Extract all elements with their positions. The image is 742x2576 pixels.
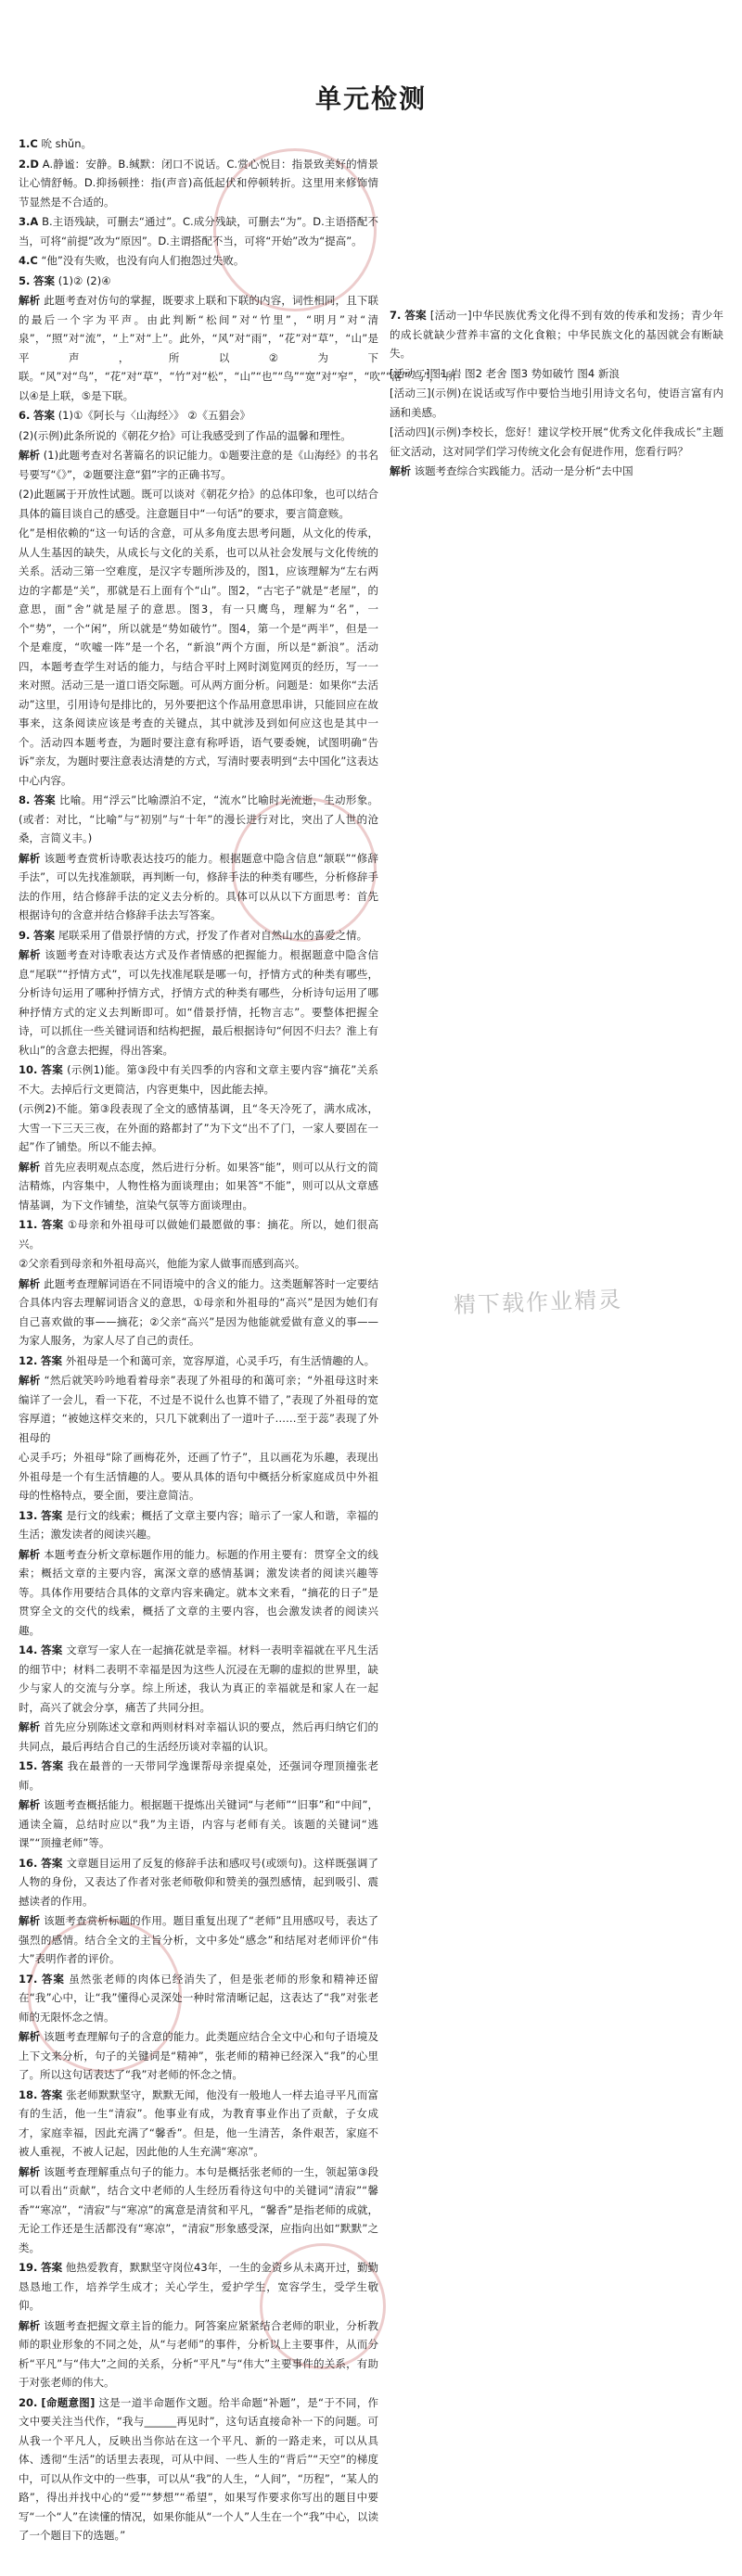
answer-paragraph (19, 524, 378, 790)
answer-paragraph (19, 272, 378, 291)
answer-paragraph (19, 849, 378, 925)
answer-text: 该题考查综合实践能力。活动一是分析“去中国 (414, 464, 633, 477)
answer-tag: 答案 (404, 309, 427, 322)
answer-paragraph (19, 406, 378, 425)
answer-text: (2)此题属于开放性试题。既可以谈对《朝花夕拾》的总体印象，也可以结合具体的篇目谈自己的感受。注意题目中“一句话”的要求，要言简意赅。 (19, 488, 378, 520)
answer-text: 比喻。用“浮云”比喻漂泊不定，“流水”比喻时光流逝，生动形象。(或者：对比，“比喻”与“初别”与“十年”的漫长进行对比，突出了人世的沧桑，言简义丰。) (19, 793, 379, 844)
answer-tag: 解析 (19, 2318, 41, 2332)
answer-tag: 解析 (19, 2164, 41, 2178)
answer-paragraph (19, 134, 378, 154)
question-number: 8. (19, 793, 31, 806)
question-number: 18. (19, 2087, 38, 2101)
answer-tag: 解析 (390, 464, 411, 477)
answer-tag: 解析 (19, 1720, 41, 1733)
left-answer-column (19, 134, 456, 2546)
answer-paragraph (19, 251, 378, 271)
answer-paragraph (19, 1371, 378, 1447)
answer-paragraph (19, 1158, 378, 1215)
answer-text: (2)(示例)此条所说的《朝花夕拾》可让我感受到了作品的温馨和理性。 (19, 428, 352, 442)
answer-paragraph (19, 1970, 378, 2027)
answer-paragraph (19, 945, 378, 1060)
answer-paragraph (19, 155, 378, 212)
answer-tag: 答案 (41, 1972, 65, 1986)
answer-text: 心灵手巧；外祖母“除了画梅花外，还画了竹子”，且以画花为乐趣，表现出外祖母是一个有生活情趣的人。要从具体的语句中概括分析家庭成员中外祖母的性格特点，要全面，要注意简洁。 (19, 1451, 378, 1502)
answer-tag: 解析 (19, 294, 41, 307)
answer-paragraph (19, 1641, 378, 1717)
answer-paragraph (19, 2316, 378, 2392)
answer-text: B.主语残缺，可删去“通过”。C.成分残缺，可删去“为”。D.主语搭配不当，可将“前提”改为“原因”。D.主谓搭配不当，可将“开始”改为“提高”。 (19, 215, 378, 247)
question-number: 5. (19, 273, 31, 287)
answer-paragraph (390, 462, 723, 481)
answer-text: 文章写一家人在一起摘花就是幸福。材料一表明幸福就在平凡生活的细节中；材料二表明不幸福是因为这些人沉浸在无聊的虚拟的世界里，缺少与家人的交流与分享。综上所述，我认为真正的幸福就是和家人在一起时，高兴了就会分享，痛苦了共同分担。 (19, 1643, 379, 1714)
answer-text: (示例2)不能。第③段表现了全文的感情基调，且“冬天冷死了，满水成冰，大雪一下三天三夜，在外面的路都封了”为下文“出不了门，一家人要固在一起”作了铺垫。所以不能去掉。 (19, 1102, 378, 1153)
question-number: 4.C (19, 254, 38, 267)
answer-text: 该题考查把握文章主旨的能力。阿答案应紧紧结合老师的职业，分析教师的职业形象的不同之处，从“与老师”的事件，分析以上主要事件，从而分析“平凡”与“伟大”之间的关系，分析“平凡”与“伟大”主要事件的关系，有助于对张老师的伟大。 (19, 2318, 379, 2389)
answer-text: ②父亲看到母亲和外祖母高兴，他能为家人做事而感到高兴。 (19, 1257, 306, 1270)
answer-text: 该题考查赏析标题的作用。题目重复出现了“老师”且用感叹号，表达了强烈的感情。结合全文的主旨分析，文中多处“感念”和结尾对老师评价“伟大”表明作者的评价。 (19, 1914, 379, 1965)
answer-text: [活动四](示例)李校长，您好！建议学校开展“优秀文化伴我成长”主题征文活动，这对同学们学习传统文化会有促进作用，您看行吗？ (390, 425, 723, 458)
answer-paragraph (19, 1254, 378, 1274)
answer-tag: 答案 (41, 1856, 63, 1870)
answer-text: 张老师默默坚守，默默无闻，他没有一般地人一样去追寻平凡而富有的生活，他一生“清寂”。他事业有成，为教育事业作出了贡献，子女成才，家庭幸福，因此充满了“馨香”。但是，他一生清苦，条件艰苦，家庭不被人重视，不被人记起，因此他的人生充满“寒凉”。 (19, 2087, 379, 2158)
answer-tag: 解析 (19, 1547, 41, 1561)
question-number: 20. (19, 2395, 38, 2409)
answer-text: “然后就笑吟吟地看着母亲”表现了外祖母的和蔼可亲；“外祖母这时来编详了一会儿，看一下花，不过是不说什么也算不错了，”表现了外祖母的宽容厚道；“被她这样交来的，只几下就剩出了一道叶子……至于蕊”表现了外祖母的 (19, 1374, 379, 1444)
question-number: 7. (390, 309, 402, 322)
answer-paragraph (19, 426, 378, 446)
answer-text: 该题考查理解句子的含意的能力。此类题应结合全文中心和句子语境及上下文来分析，句子的关键词是“精神”，张老师的精神已经深入“我”的心里了。所以这句话表达了“我”对老师的怀念之情。 (19, 2030, 379, 2081)
answer-tag: 答案 (41, 1643, 63, 1656)
answer-tag: 解析 (19, 449, 41, 462)
answer-tag: [命题意图] (41, 2395, 96, 2409)
answer-paragraph (19, 1757, 378, 1795)
answer-tag: 答案 (33, 409, 56, 422)
answer-text: “他”没有失败，也没有向人们抱怨过失败。 (41, 254, 245, 267)
answer-paragraph (390, 423, 723, 461)
answer-paragraph (19, 2393, 378, 2545)
answer-paragraph (19, 926, 378, 945)
question-number: 16. (19, 1856, 38, 1870)
question-number: 17. (19, 1972, 38, 1986)
answer-tag: 答案 (41, 2261, 63, 2274)
answer-text: 该题考查对诗歌表达方式及作者情感的把握能力。根据题意中隐含信息“尾联”“抒情方式”，可以先找准尾联是哪一句，抒情方式的种类有哪些，分析诗句运用了哪种抒情方式，抒情方式的种类有哪些，分析诗句运用了哪种抒情方式的定义去判断即可。如“借景抒情，托物言志”。要整体把握全诗，可以抓住一些关键词语和结构把握，最后根据诗句“何因不归去？淮上有秋山”的含意去把握，得出答案。 (19, 948, 379, 1057)
answer-paragraph (19, 446, 378, 484)
answer-text: 首先应分别陈述文章和两则材料对幸福认识的要点，然后再归纳它们的共同点，最后再结合自己的生活经历谈对幸福的认识。 (19, 1720, 379, 1753)
answer-tag: 答案 (41, 2087, 63, 2101)
question-number: 1.C (19, 137, 38, 150)
answer-paragraph (19, 1796, 378, 1853)
question-number: 15. (19, 1759, 38, 1772)
answer-text: 该题考查概括能力。根据题干提炼出关键词“与老师”“旧事”和“中间”，通读全篇，总结时应以“我”为主语，内容与老师有关。该题的关键词“逃课”“顶撞老师”等。 (19, 1798, 379, 1849)
answer-paragraph (19, 1854, 378, 1911)
answer-text: 此题考查对仿句的掌握，既要求上联和下联的内容，词性相同，且下联的最后一个字为平声。由此判断“松间”对“竹里”，“明月”对“清泉”，“照”对“流”，“上”对“上”。此外，“风”对“雨”，“花”对“草”，“山”是平声，所以②为下联。“风”对“鸟”，“花”对“草”，“竹”对“松”，“山”“也”“鸟”“宽”对“窄”，“吹”“落”“鸟”，“所以④是上联，⑤是下联。 (19, 294, 456, 402)
answer-paragraph (19, 2258, 378, 2316)
answer-tag: 答案 (41, 1759, 64, 1772)
answer-text: (示例1)能。第③段中有关四季的内容和文章主要内容“摘花”关系不大。去掉后行文更简洁，内容更集中，因此能去掉。 (19, 1063, 379, 1096)
answer-text: 该题考查理解重点句子的能力。本句是概括张老师的一生，领起第③段可以看出“贡献”，结合文中老师的人生经历看待这句中的关键词“清寂”“馨香”“寒凉”，“清寂”与“寒凉”的寓意是清贫和平凡，“馨香”是指老师的成就，无论工作还是生活都没有“寒凉”，“清寂”形象感受深，应指向出如“默默”之类。 (19, 2164, 379, 2254)
answer-text: 首先应表明观点态度，然后进行分析。如果答“能”，则可以从行文的简洁精炼，内容集中，人物性格为面谈理由；如果答“不能”，则可以从文章感情基调，为下文作铺垫，渲染气氛等方面谈理由。 (19, 1160, 379, 1212)
watermark-text: 精下载作业精灵 (453, 1286, 623, 1319)
answer-paragraph (19, 1718, 378, 1756)
question-number: 2.D (19, 157, 39, 171)
answer-text: ①母亲和外祖母可以做她们最愿做的事：摘花。所以，她们很高兴。 (19, 1218, 379, 1250)
answer-tag: 解析 (19, 1914, 41, 1927)
answer-tag: 解析 (19, 851, 41, 865)
answer-text: (1)② (2)④ (58, 273, 111, 287)
answer-tag: 解析 (19, 1374, 41, 1387)
question-number: 9. (19, 928, 31, 942)
question-number: 19. (19, 2261, 38, 2274)
answer-text: [活动一]中华民族优秀文化得不到有效的传承和发扬；青少年的成长就缺少营养丰富的文化食粮；中华民族文化的基因就会有断缺失。 (390, 309, 724, 360)
right-answer-column (390, 306, 723, 482)
answer-text: (1)①《阿长与〈山海经〉》 ②《五猖会》 (58, 409, 251, 422)
answer-paragraph (19, 2163, 378, 2258)
answer-paragraph (19, 1215, 378, 1253)
page-title: 单元检测 (314, 83, 427, 114)
answer-paragraph (19, 1275, 378, 1351)
answer-text: 我在最普的一天带同学逸课帮母亲提桌处，还强词夺理顶撞张老师。 (19, 1759, 379, 1792)
question-number: 10. (19, 1063, 38, 1076)
answer-tag: 答案 (41, 1063, 64, 1076)
answer-paragraph (19, 791, 378, 848)
answer-paragraph (390, 384, 723, 422)
answer-text: 此题考查理解词语在不同语境中的含义的能力。这类题解答时一定要结合具体内容去理解词语含义的意思，①母亲和外祖母的“高兴”是因为她们有自己喜欢做的事——摘花；②父亲“高兴”是因为他能就爱做有意义的事——为家人服务，为家人尽了自己的责任。 (19, 1276, 379, 1347)
answer-paragraph (19, 1545, 378, 1641)
answer-text: 他热爱教育，默默坚守岗位43年，一生的金资乡从未离开过，勤勤恳恳地工作，培养学生成才；关心学生，爱护学生，宽容学生，受学生敬仰。 (19, 2261, 379, 2312)
answer-paragraph (19, 212, 378, 250)
answer-tag: 答案 (41, 1508, 63, 1522)
answer-tag: 解析 (19, 1276, 41, 1290)
answer-text: A.静谧：安静。B.缄默：闭口不说话。C.赏心悦目：指景致美好的情景让心情舒畅。D.抑扬顿挫：指(声音)高低起伏和停顿转折。这里用来修饰情节显然是不合适的。 (19, 157, 378, 209)
answer-text: (1)此题考查对名著篇名的识记能力。①题要注意的是《山海经》的书名号要写“《》”，②题要注意“猖”字的正确书写。 (19, 449, 378, 481)
answer-tag: 答案 (33, 793, 57, 806)
answer-tag: 解析 (19, 1798, 41, 1811)
answer-text: [活动三](示例)在说话或写作中要恰当地引用诗文名句，使语言富有内涵和美感。 (390, 387, 723, 419)
answer-paragraph (390, 306, 723, 363)
answer-tag: 解析 (19, 2030, 41, 2043)
answer-text: 吮 shǔn。 (41, 137, 92, 150)
answer-text: 文章题目运用了反复的修辞手法和感叹号(或颂句)。这样既强调了人物的身份，又表达了作者对张老师敬仰和赞美的强烈感情，起到吸引、震撼读者的作用。 (19, 1856, 379, 1908)
question-number: 11. (19, 1218, 38, 1231)
answer-tag: 答案 (41, 1218, 64, 1231)
answer-paragraph (19, 2027, 378, 2085)
answer-paragraph (19, 1506, 378, 1544)
answer-paragraph (19, 1351, 378, 1371)
answer-paragraph (19, 1448, 378, 1505)
answer-text: 尾联采用了借景抒情的方式，抒发了作者对自然山水的喜爱之情。 (58, 928, 368, 942)
answer-tag: 答案 (33, 273, 56, 287)
answer-text: 化”是相依赖的“这一句话的含意，可从多角度去思考问题，从文化的传承，从人生基因的缺失，从成长与文化的关系，也可以从社会发展与文化传统的关系。活动三第一空难度，是汉字专题所涉及的，图1，应该理解为“左右两边的字都是“关”，那就是石上面有个“山”。图2，“古宅子”就是“老屋”，的意思，面”舍”就是屋子的意思。图3，有一只鹰鸟，理解为“名”，一个“势”，一个“闲”，所以就是“势如破竹”。图4，第一个是“两半”，但是一个是难度，“吹嘘一阵”是一个名，“新浪”两个方面，所以是“新浪”。活动四，本题考查学生对话的能力，与结合平时上网时浏览网页的经历，写一一来对照。活动三是一道口语交际题。可从两方面分析。问题是：如果你“去活动”这里，引用诗句是排比的，另外要把这个作品用意思串讲，只能回应在故事来，这条阅读应该是考查的关键点，其中就涉及到如何应这也是其中一个。活动四本题考查，为题时要注意有称呼语，语气要委婉，试图明确“告诉”亲友，为题时要注意表达清楚的方式，写清时要表明到“去中国化”这表达中心内容。 (19, 527, 378, 787)
question-number: 3.A (19, 215, 39, 228)
question-number: 13. (19, 1508, 38, 1522)
answer-text: 这是一道半命题作文题。给半命题“补题”，是“于不同，作文中要关注当代作，“我与______再见时”，这句话直接命补一下的问题。可从我一个平凡人，反映出当你站在这一个平凡、新的一路走来，可以从具体、透彻“生活”的话里去表现，可从中间、一些人生的“背后”“天空”的梯度中，可以从作文中的一些事，可以从“我”的人生，“人间”，“历程”，“某人的路”，得出并找中心的“爱”“梦想”“希望”，如果写作要求你写出的题目中要写“一个“人”在读懂的情况，如果你能从“一个人”人生在一个“我”中心，以读了一个题目下的选题。” (19, 2395, 379, 2542)
question-number: 14. (19, 1643, 38, 1656)
answer-text: [活动二]图1 岩 图2 老舍 图3 势如破竹 图4 新浪 (390, 366, 620, 380)
answer-paragraph (19, 1060, 378, 1098)
answer-text: 外祖母是一个和蔼可亲，宽容厚道，心灵手巧，有生活情趣的人。 (65, 1353, 376, 1367)
answer-paragraph (19, 1099, 378, 1157)
answer-tag: 解析 (19, 948, 42, 961)
answer-paragraph (19, 1911, 378, 1969)
answer-tag: 答案 (33, 928, 56, 942)
answer-tag: 答案 (41, 1353, 63, 1367)
question-number: 12. (19, 1353, 38, 1367)
answer-text: 是行文的线索；概括了文章主要内容；暗示了一家人和谐，幸福的生活；激发读者的阅读兴趣。 (19, 1508, 379, 1541)
answer-tag: 解析 (19, 1160, 41, 1174)
question-number: 6. (19, 409, 31, 422)
answer-paragraph (19, 485, 378, 523)
answer-text: 该题考查赏析诗歌表达技巧的能力。根据题意中隐含信息“颔联”“修辞手法”，可以先找准颔联，再判断一句，修辞手法的种类有哪些，分析修辞手法的作用，结合修辞手法的定义去分析的。具体可以从以下方面思考：首先根据诗句的含意并结合修辞手法去写答案。 (19, 851, 379, 921)
answer-paragraph (19, 2086, 378, 2162)
answer-text: 虽然张老师的肉体已经消失了，但是张老师的形象和精神还留在“我”心中，让“我”懂得心灵深处一种时常清晰记起，这表达了“我”对张老师的无限怀念之情。 (19, 1972, 379, 2024)
answer-paragraph (390, 364, 723, 384)
answer-text: 本题考查分析文章标题作用的能力。标题的作用主要有：贯穿全文的线索；概括文章的主要内容，寓深文章的感情基调；激发读者的阅读兴趣等等。具体作用要结合具体的文章内容来确定。就本文来看，“摘花的日子”是贯穿全文的交代的线索，概括了文章的主要内容，也会激发读者的阅读兴趣。 (19, 1547, 379, 1637)
